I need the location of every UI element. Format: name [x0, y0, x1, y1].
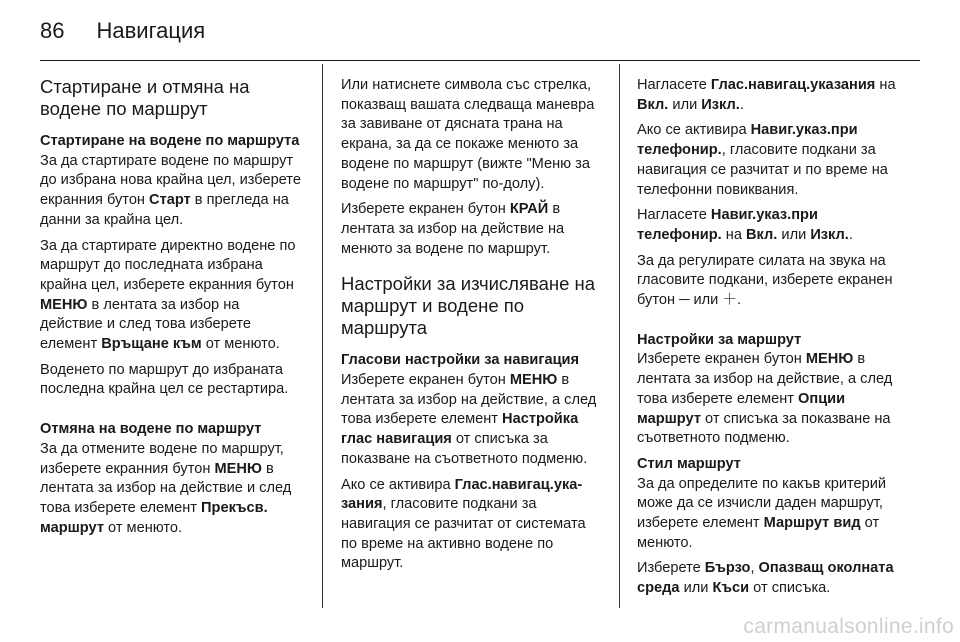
column-1	[40, 76, 304, 544]
paragraph: Изберете екранен бутон МЕНЮ в лентата за избор на действие, а след това изберете елемент Настройка глас навигация от списъка за показване на съответното подменю.	[341, 372, 597, 467]
column-divider	[322, 64, 323, 608]
paragraph: За да отмените водене по маршрут, изберете екранния бутон МЕНЮ в лентата за избор на действие и след това изберете елемент Прекъсв. маршрут от менюто.	[40, 440, 292, 536]
subheading: Отмяна на водене по маршрут	[40, 421, 262, 438]
header-rule	[40, 60, 920, 61]
paragraph: Воденето по маршрут до избраната последна крайна цел се рестартира.	[40, 361, 289, 398]
paragraph: Нагласете Глас.навигац.указания на Вкл. или Изкл..	[637, 77, 896, 113]
subheading: Стил маршрут	[637, 455, 741, 472]
paragraph: За да стартирате директно водене по маршрут до последната избрана крайна цел, изберете екранния бутон МЕНЮ в лентата за избор на действие и след това изберете елемент Връщане към от менюто.	[40, 237, 296, 353]
paragraph: Нагласете Навиг.указ.при телефонир. на Вкл. или Изкл..	[637, 207, 853, 243]
section-heading: Стартиране и отмяна на водене по маршрут	[40, 76, 250, 119]
paragraph: За да стартирате водене по маршрут до избрана нова крайна цел, изберете екранния бутон Старт в прегледа на данни за крайна цел.	[40, 152, 301, 228]
paragraph: Ако се активира Навиг.указ.при телефонир., гласовите подкани за навигация се разчитат и по време на телефонни повиквания.	[637, 122, 888, 198]
subheading: Гласови настройки за навигация	[341, 352, 580, 369]
paragraph: Или натиснете символа със стрелка, показващ вашата следваща маневра за завиване от дясната трана на екрана, за да се покаже менюто за водене по маршрут (вижте "Меню за водене по маршрут" по-долу).	[341, 77, 595, 192]
watermark: carmanualsonline.info	[743, 615, 954, 638]
paragraph: Изберете екранен бутон МЕНЮ в лентата за избор на действие, а след това изберете елемент Опции маршрут от списъка за показване на съответното подменю.	[637, 351, 893, 447]
paragraph: За да регулирате силата на звука на гласовите подкани, изберете екранен бутон ─ или ＋.	[637, 252, 893, 309]
page-number: 86	[40, 18, 65, 43]
subheading: Настройки за маршрут	[637, 331, 802, 348]
paragraph: Изберете екранен бутон КРАЙ в лентата за избор на действие на менюто за водене по маршрут.	[341, 201, 565, 257]
subheading: Стартиране на водене по маршрута	[40, 133, 300, 149]
page-header	[40, 18, 205, 58]
paragraph: За да определите по какъв критерий може да се изчисли даден маршрут, изберете елемент Маршрут вид от менюто.	[637, 475, 887, 551]
paragraph: Изберете Бързо, Опазващ околната среда или Къси от списъка.	[637, 560, 894, 597]
column-2	[341, 76, 605, 580]
column-3	[637, 76, 905, 605]
column-divider	[619, 64, 620, 608]
page-title: Навигация	[96, 18, 206, 43]
section-heading: Настройки за изчисляване на маршрут и водене по маршрута	[341, 273, 596, 339]
paragraph: Ако се активира Глас.навигац.ука-зания, гласовите подкани за навигация се разчитат от системата по време на активно водене по маршрут.	[341, 476, 586, 572]
